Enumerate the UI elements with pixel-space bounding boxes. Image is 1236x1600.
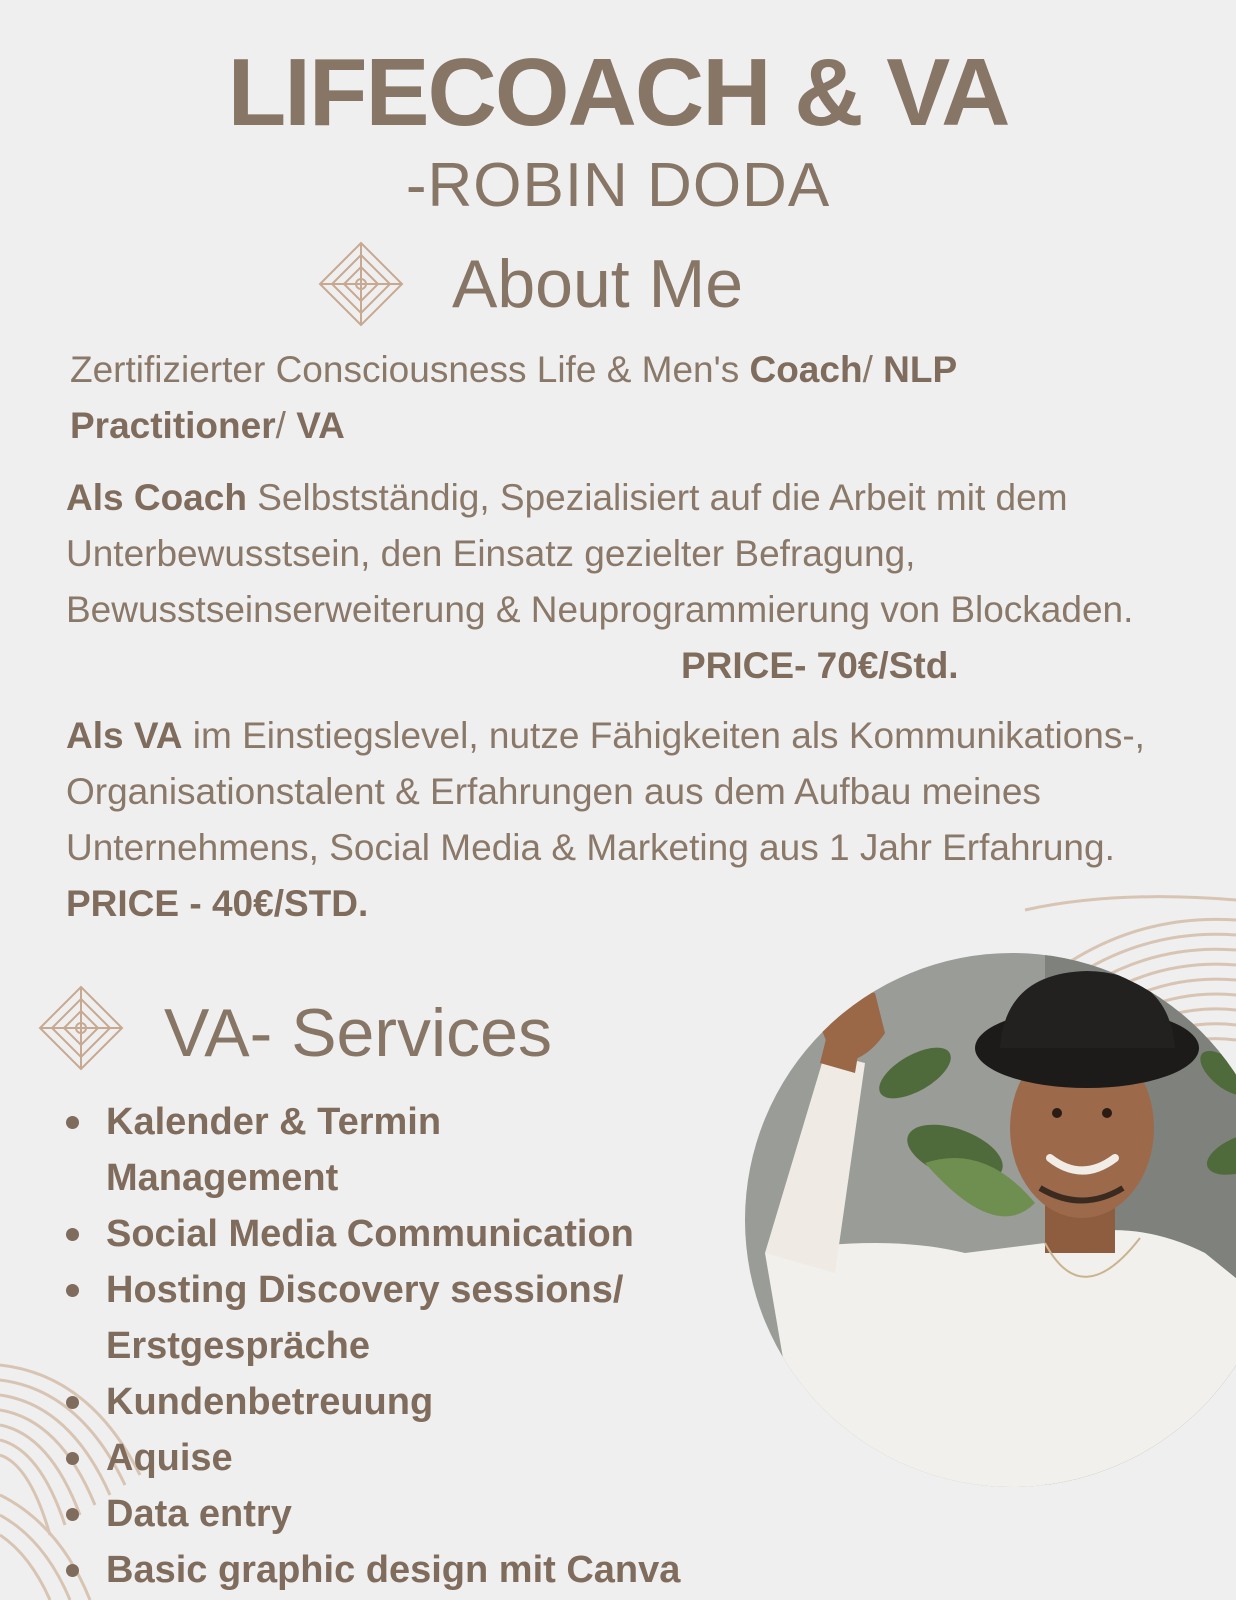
page-title: LIFECOACH & VA (227, 39, 1009, 146)
services-list (62, 1094, 706, 1598)
diamond-ornament-icon (38, 985, 124, 1071)
intro-paragraph: Zertifizierter Consciousness Life & Men's Coach/ NLP Practitioner/ VA (70, 349, 957, 446)
coach-paragraph: Als Coach Selbstständig, Spezialisiert auf die Arbeit mit dem Unterbewusstsein, den Einsatz gezielter Befragung, Bewusstseinserweiterung & Neuprogrammierung von Blockaden. PRICE- 70€/Std. (66, 470, 1196, 638)
list-item: Social Media Communication (62, 1206, 706, 1262)
va-price: PRICE - 40€/STD. (66, 883, 369, 924)
list-item: Kalender & Termin Management (62, 1094, 526, 1206)
list-item: Hosting Discovery sessions/ Erstgespräche (62, 1262, 706, 1374)
page-subtitle: -ROBIN DODA (405, 151, 831, 220)
list-item: Data entry (62, 1486, 706, 1542)
services-heading: VA- Services (164, 995, 552, 1071)
diamond-ornament-icon (318, 241, 404, 327)
list-item: Aquise (62, 1430, 706, 1486)
va-paragraph: Als VA im Einstiegslevel, nutze Fähigkeiten als Kommunikations-, Organisationstalent & Erfahrungen aus dem Aufbau meines Unternehmens, Social Media & Marketing aus 1 Jahr Erfahrung. PRICE - 40€/STD. (66, 715, 1145, 924)
list-item: Kundenbetreuung (62, 1374, 706, 1430)
portrait-photo (745, 953, 1236, 1487)
about-heading: About Me (452, 246, 744, 322)
list-item: Basic graphic design mit Canva (62, 1542, 706, 1598)
coach-price: PRICE- 70€/Std. (681, 645, 959, 686)
